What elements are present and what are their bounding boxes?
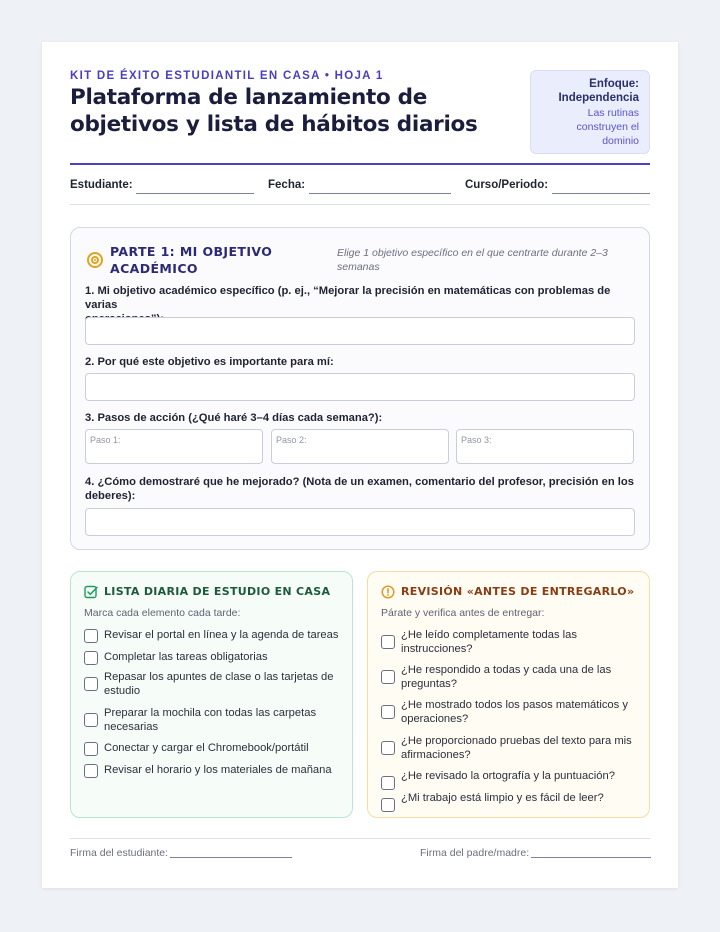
list-item-label (401, 698, 643, 726)
goal-input[interactable] (85, 317, 635, 345)
checklist-title: LISTA DIARIA DE ESTUDIO EN CASA (104, 585, 331, 598)
part1-instruction-line: semanas (337, 261, 380, 273)
student-label: Estudiante: (70, 179, 133, 191)
list-item-line: estudio (104, 685, 141, 697)
checkbox[interactable] (381, 776, 395, 790)
list-item-line: Repasar los apuntes de clase o las tarjetas de (104, 671, 334, 683)
list-item-label (104, 706, 346, 734)
course-label: Curso/Periodo: (465, 179, 549, 191)
part1-instruction-line: Elige 1 objetivo específico en el que centrarte durante 2–3 (337, 247, 608, 259)
list-item-line: ¿He respondido a todas y cada una de las (401, 664, 612, 676)
step-3-input[interactable] (456, 429, 634, 464)
list-item-label (401, 769, 643, 783)
focus-label: Enfoque: (589, 78, 639, 90)
list-item-line: Conectar y cargar el Chromebook/portátil (104, 742, 309, 754)
question-4 (85, 475, 637, 503)
part1-title-line: PARTE 1: MI OBJETIVO (110, 244, 273, 259)
student-signature-line[interactable] (170, 857, 292, 858)
meta-row (70, 178, 650, 194)
focus-sub-line: dominio (602, 135, 639, 147)
part1-instruction (337, 246, 627, 274)
target-icon (87, 252, 103, 268)
question-4-line: 4. ¿Cómo demostraré que he mejorado? (Nota de un examen, comentario del profesor, precisión en los (85, 476, 634, 488)
list-item-line: ¿He revisado la ortografía y la puntuación? (401, 770, 615, 782)
course-field[interactable] (552, 193, 650, 194)
step-label: Paso 1: (90, 435, 121, 445)
list-item-line: Revisar el horario y los materiales de mañana (104, 764, 332, 776)
parent-signature (420, 847, 651, 859)
part1-title (110, 243, 285, 277)
list-item-line: instrucciones? (401, 643, 473, 655)
checkbox[interactable] (381, 741, 395, 755)
list-item-line: afirmaciones? (401, 749, 471, 761)
checkbox[interactable] (84, 742, 98, 756)
review-title: REVISIÓN «ANTES DE ENTREGARLO» (401, 585, 635, 598)
footer-divider (70, 838, 650, 839)
step-label: Paso 3: (461, 435, 492, 445)
list-item-line: ¿He leído completamente todas las (401, 629, 577, 641)
checkbox[interactable] (381, 705, 395, 719)
checklist-subtitle: Marca cada elemento cada tarde: (84, 607, 241, 619)
part1-title-line: ACADÉMICO (110, 261, 198, 276)
checkbox[interactable] (381, 635, 395, 649)
check-square-icon (84, 585, 98, 599)
list-item-line: necesarias (104, 721, 159, 733)
review-card (367, 571, 650, 818)
focus-value: Independencia (558, 92, 639, 104)
checkbox[interactable] (381, 670, 395, 684)
list-item-label (401, 734, 643, 762)
daily-checklist-card (70, 571, 353, 818)
date-field[interactable] (309, 193, 451, 194)
list-item-label (104, 628, 346, 642)
student-signature (70, 847, 292, 859)
step-2-input[interactable] (271, 429, 449, 464)
question-1-line: 1. Mi objetivo académico específico (p. ej., “Mejorar la precisión en matemáticas con problemas de varias (85, 285, 611, 311)
page-title: Plataforma de lanzamiento de objetivos y lista de hábitos diarios (70, 85, 478, 137)
parent-signature-line[interactable] (531, 857, 651, 858)
list-item-label (401, 791, 643, 805)
header-divider (70, 163, 650, 165)
kit-kicker: KIT DE ÉXITO ESTUDIANTIL EN CASA • HOJA 1 (70, 70, 384, 82)
checkbox[interactable] (84, 764, 98, 778)
student-name-field[interactable] (136, 193, 254, 194)
list-item-line: operaciones? (401, 713, 469, 725)
date-label: Fecha: (268, 179, 306, 191)
question-4-line: deberes): (85, 490, 136, 502)
focus-box (530, 70, 650, 154)
checkbox[interactable] (84, 651, 98, 665)
list-item-label (104, 650, 346, 664)
list-item-label (401, 628, 643, 656)
meta-divider (70, 204, 650, 205)
list-item-label (104, 741, 346, 755)
checkbox[interactable] (84, 677, 98, 691)
step-1-input[interactable] (85, 429, 263, 464)
list-item-line: preguntas? (401, 678, 457, 690)
list-item-line: ¿He mostrado todos los pasos matemáticos y (401, 699, 628, 711)
parent-signature-label: Firma del padre/madre: (420, 847, 530, 859)
focus-sub-line: construyen el (576, 121, 639, 133)
focus-sub-line: Las rutinas (587, 107, 639, 119)
list-item-label (104, 763, 346, 777)
list-item-line: ¿He proporcionado pruebas del texto para mis (401, 735, 632, 747)
student-signature-label: Firma del estudiante: (70, 847, 169, 859)
alert-circle-icon (381, 585, 395, 599)
list-item-line: Revisar el portal en línea y la agenda de tareas (104, 629, 339, 641)
question-2: 2. Por qué este objetivo es importante para mí: (85, 356, 334, 368)
part1-section (70, 227, 650, 550)
checkbox[interactable] (381, 798, 395, 812)
reason-input[interactable] (85, 373, 635, 401)
list-item-line: ¿Mi trabajo está limpio y es fácil de leer? (401, 792, 604, 804)
list-item-line: Completar las tareas obligatorias (104, 651, 268, 663)
list-item-label (104, 670, 346, 698)
worksheet-page (42, 42, 678, 888)
evidence-input[interactable] (85, 508, 635, 536)
list-item-line: Preparar la mochila con todas las carpetas (104, 707, 317, 719)
checkbox[interactable] (84, 713, 98, 727)
list-item-label (401, 663, 643, 691)
checkbox[interactable] (84, 629, 98, 643)
step-label: Paso 2: (276, 435, 307, 445)
review-subtitle: Párate y verifica antes de entregar: (381, 607, 545, 619)
question-3: 3. Pasos de acción (¿Qué haré 3–4 días cada semana?): (85, 412, 383, 424)
